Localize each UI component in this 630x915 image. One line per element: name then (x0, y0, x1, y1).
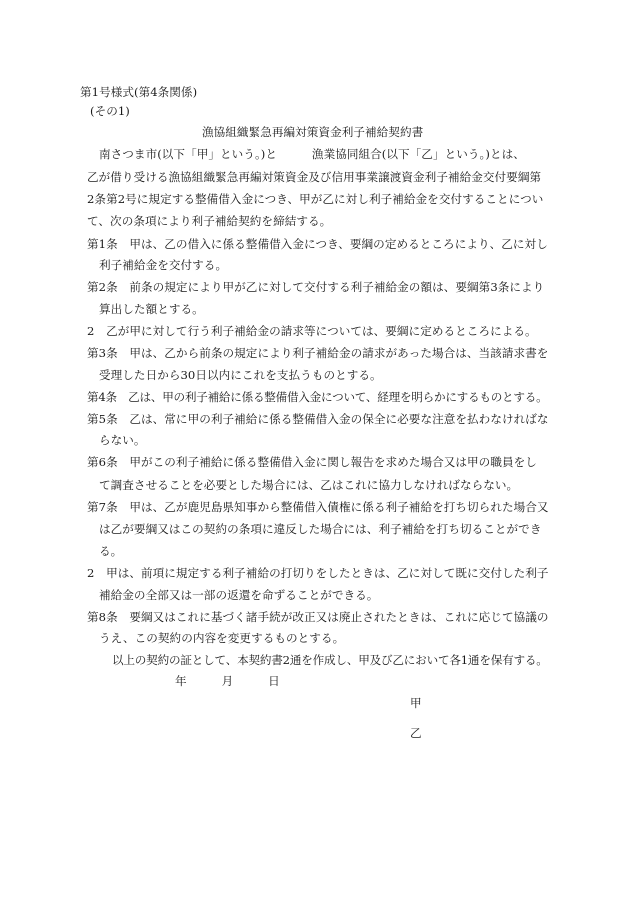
date-line: 年 月 日 (175, 674, 280, 688)
article-1-line-1: 第1条 甲は、乙の借入に係る整備借入金につき、要綱の定めるところにより、乙に対し (87, 237, 548, 251)
article-7-paragraph-2-line-1: 2 甲は、前項に規定する利子補給の打切りをしたときは、乙に対して既に交付した利子 (87, 566, 549, 580)
article-3-line-1: 第3条 甲は、乙から前条の規定により利子補給金の請求があった場合は、当該請求書を (87, 346, 549, 360)
article-3-line-2: 受理した日から30日以内にこれを支払うものとする。 (99, 368, 382, 382)
form-label: 第1号様式(第4条関係) (80, 85, 198, 99)
signatory-otsu: 乙 (410, 726, 422, 740)
article-8-line-1: 第8条 要綱又はこれに基づく諸手続が改正又は廃止されたときは、これに応じて協議の (87, 610, 549, 624)
preamble-line-4: て、次の条項により利子補給契約を締結する。 (87, 214, 332, 228)
article-1-line-2: 利子補給金を交付する。 (99, 258, 228, 272)
preamble-line-3: 2条第2号に規定する整備借入金につき、甲が乙に対し利子補給金を交付することについ (87, 192, 544, 206)
article-2-line-1: 第2条 前条の規定により甲が乙に対して交付する利子補給金の額は、要綱第3条により (87, 280, 545, 294)
closing-statement: 以上の契約の証として、本契約書2通を作成し、甲及び乙において各1通を保有する。 (112, 653, 548, 667)
article-2-paragraph-2: 2 乙が甲に対して行う利子補給金の請求等については、要綱に定めるところによる。 (87, 324, 537, 338)
article-7-line-3: る。 (99, 544, 123, 558)
article-7-paragraph-2-line-2: 補給金の全部又は一部の返還を命ずることができる。 (99, 588, 379, 602)
article-6-line-1: 第6条 甲がこの利子補給に係る整備借入金に関し報告を求めた場合又は甲の職員をし (87, 455, 537, 469)
article-7-line-2: は乙が要綱又はこの契約の条項に違反した場合には、利子補給を打ち切ることができ (99, 522, 542, 536)
article-4-line-1: 第4条 乙は、甲の利子補給に係る整備借入金について、経理を明らかにするものとする。 (87, 390, 548, 404)
article-5-line-2: らない。 (99, 433, 146, 447)
article-2-line-2: 算出した額とする。 (99, 302, 204, 316)
article-8-line-2: うえ、この契約の内容を変更するものとする。 (99, 631, 345, 645)
article-6-line-2: て調査させることを必要とした場合には、乙はこれに協力しなければならない。 (99, 478, 519, 492)
sub-label: (その1) (90, 104, 130, 118)
article-7-line-1: 第7条 甲は、乙が鹿児島県知事から整備借入債権に係る利子補給を打ち切られた場合又 (87, 500, 549, 514)
document-title: 漁協組織緊急再編対策資金利子補給契約書 (202, 125, 424, 139)
preamble-line-2: 乙が借り受ける漁協組織緊急再編対策資金及び信用事業譲渡資金利子補給金交付要綱第 (87, 170, 542, 184)
preamble-line-1: 南さつま市(以下「甲」という。)と 漁業協同組合(以下「乙」という。)とは、 (99, 147, 525, 161)
article-5-line-1: 第5条 乙は、常に甲の利子補給に係る整備借入金の保全に必要な注意を払わなければな (87, 412, 549, 426)
signatory-ko: 甲 (410, 696, 422, 710)
